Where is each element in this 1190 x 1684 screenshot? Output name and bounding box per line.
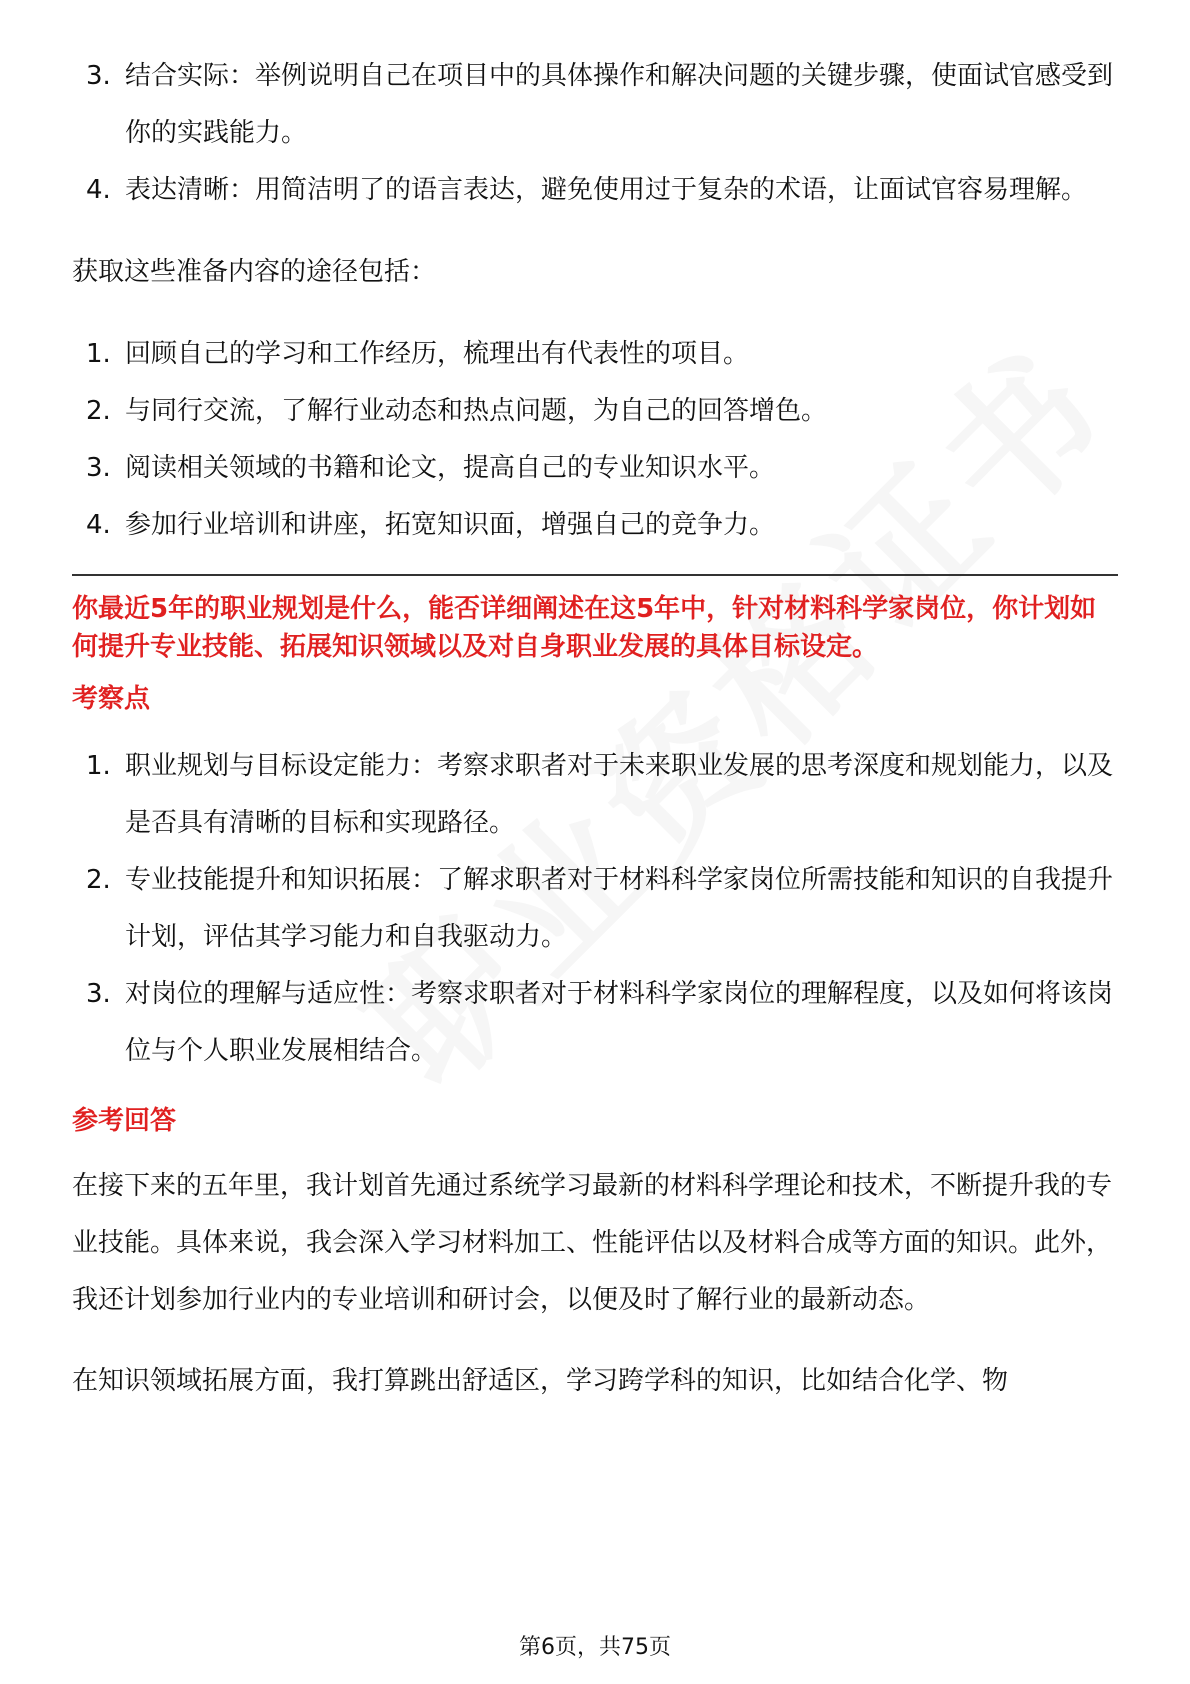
list-item-text: 表达清晰：用简洁明了的语言表达，避免使用过于复杂的术语，让面试官容易理解。 (125, 175, 1088, 205)
ways-intro: 获取这些准备内容的途径包括： (72, 257, 437, 287)
list-item (72, 966, 1118, 1080)
answer-heading: 参考回答 (72, 1106, 177, 1136)
list-item (72, 383, 1118, 440)
list-item-text: 与同行交流，了解行业动态和热点问题，为自己的回答增色。 (125, 396, 828, 426)
page-content (72, 48, 1118, 1410)
list-item-number: 4. (86, 510, 111, 540)
section-divider (72, 574, 1118, 576)
list-item-number: 3. (86, 453, 111, 483)
list-item (72, 852, 1118, 966)
list-item (72, 162, 1118, 219)
list-item (72, 497, 1118, 554)
list-item-number: 4. (86, 175, 111, 205)
list-item-text: 结合实际：举例说明自己在项目中的具体操作和解决问题的关键步骤，使面试官感受到你的实践能力。 (125, 61, 1114, 148)
list-item-number: 1. (86, 751, 111, 781)
list-item (72, 440, 1118, 497)
page-footer: 第6页，共75页 (519, 1635, 671, 1660)
preparation-tips-list (72, 48, 1118, 219)
list-item (72, 326, 1118, 383)
answer-paragraph: 在接下来的五年里，我计划首先通过系统学习最新的材料科学理论和技术，不断提升我的专业技能。具体来说，我会深入学习材料加工、性能评估以及材料合成等方面的知识。此外，我还计划参加行业内的专业培训和研讨会，以便及时了解行业的最新动态。 (72, 1171, 1113, 1315)
list-item-number: 3. (86, 61, 111, 91)
list-item-number: 3. (86, 979, 111, 1009)
ways-list (72, 326, 1118, 554)
list-item-text: 职业规划与目标设定能力：考察求职者对于未来职业发展的思考深度和规划能力，以及是否具有清晰的目标和实现路径。 (125, 751, 1114, 838)
focus-heading: 考察点 (72, 684, 151, 714)
list-item-number: 2. (86, 396, 111, 426)
interview-question: 你最近5年的职业规划是什么，能否详细阐述在这5年中，针对材料科学家岗位，你计划如何提升专业技能、拓展知识领域以及对自身职业发展的具体目标设定。 (72, 594, 1097, 662)
list-item (72, 48, 1118, 162)
list-item-text: 阅读相关领域的书籍和论文，提高自己的专业知识水平。 (125, 453, 776, 483)
list-item-text: 参加行业培训和讲座，拓宽知识面，增强自己的竞争力。 (125, 510, 776, 540)
list-item-text: 对岗位的理解与适应性：考察求职者对于材料科学家岗位的理解程度，以及如何将该岗位与个人职业发展相结合。 (125, 979, 1114, 1066)
list-item-text: 专业技能提升和知识拓展：了解求职者对于材料科学家岗位所需技能和知识的自我提升计划，评估其学习能力和自我驱动力。 (125, 865, 1114, 952)
list-item (72, 738, 1118, 852)
focus-points-list (72, 738, 1118, 1080)
answer-paragraph: 在知识领域拓展方面，我打算跳出舒适区，学习跨学科的知识，比如结合化学、物 (72, 1366, 1009, 1396)
list-item-number: 2. (86, 865, 111, 895)
list-item-text: 回顾自己的学习和工作经历，梳理出有代表性的项目。 (125, 339, 750, 369)
list-item-number: 1. (86, 339, 111, 369)
